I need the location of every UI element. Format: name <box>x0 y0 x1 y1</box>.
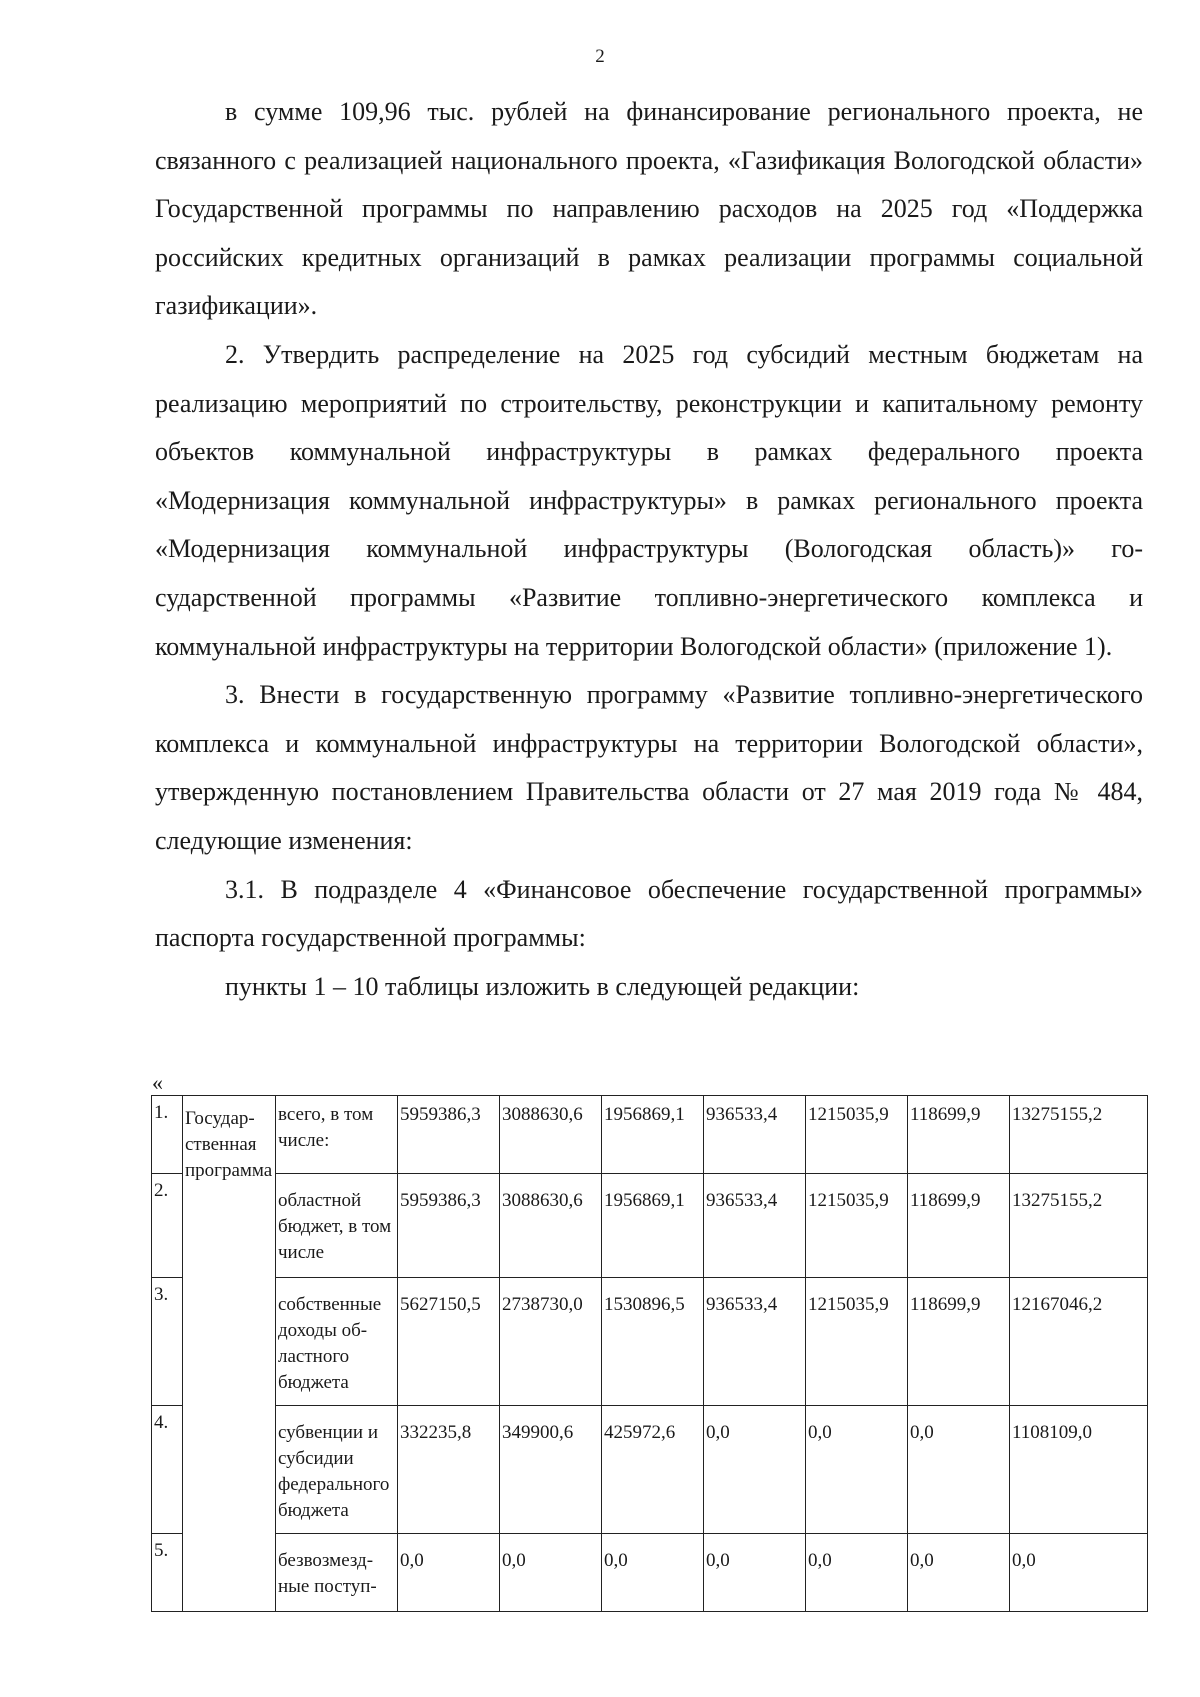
table-cell: 0,0 <box>398 1534 500 1612</box>
row-number: 5. <box>152 1534 183 1612</box>
table-cell: 3088630,6 <box>500 1096 602 1174</box>
table-row <box>152 1174 1148 1278</box>
table-cell: 0,0 <box>704 1406 806 1534</box>
table-row <box>152 1278 1148 1406</box>
table-cell: 13275155,2 <box>1010 1174 1148 1278</box>
opening-quote-mark: « <box>152 1070 163 1095</box>
table-cell: 13275155,2 <box>1010 1096 1148 1174</box>
document-body <box>155 88 1143 1011</box>
row-category: безвозмездные поступ- <box>276 1534 398 1612</box>
table-row <box>152 1406 1148 1534</box>
table-cell: 936533,4 <box>704 1096 806 1174</box>
table-row <box>152 1534 1148 1612</box>
table-cell: 1108109,0 <box>1010 1406 1148 1534</box>
paragraph-2: 2. Утвердить распределение на 2025 год субсидий местным бюджетам на реализацию мероприятий по строительству, реконструкции и капитальному ремонту объектов коммунальной инфраструктуры в рамках федерального проекта «Модернизация коммунальной инфраструктуры» в рамках регионального проекта «Модернизация коммунальной инфраструктуры (Вологодская область)» государственной программы «Развитие топливно-энергетического комплекса и коммунальной инфраструктуры на территории Вологодской области» (приложение 1). <box>155 339 1143 661</box>
table-cell: 1956869,1 <box>602 1096 704 1174</box>
table-cell: 5959386,3 <box>398 1174 500 1278</box>
table-cell: 5627150,5 <box>398 1278 500 1406</box>
table-cell: 118699,9 <box>908 1174 1010 1278</box>
paragraph-3: 3. Внести в государственную программу «Развитие топливно-энергетического комплекса и коммунальной инфраструктуры на территории Вологодской области», утвержденную постановлением Правительства области от 27 мая 2019 года № 484, следующие изменения: <box>155 680 1143 855</box>
table-cell: 2738730,0 <box>500 1278 602 1406</box>
table-cell: 3088630,6 <box>500 1174 602 1278</box>
row-number: 4. <box>152 1406 183 1534</box>
table-cell: 0,0 <box>602 1534 704 1612</box>
table-cell: 0,0 <box>806 1534 908 1612</box>
row-category: всего, в том числе: <box>276 1096 398 1174</box>
row-category: собственные доходы областного бюджета <box>276 1278 398 1406</box>
table-cell: 0,0 <box>806 1406 908 1534</box>
paragraph-5: пункты 1 – 10 таблицы изложить в следующей редакции: <box>225 971 860 1001</box>
table-cell: 332235,8 <box>398 1406 500 1534</box>
table-cell: 936533,4 <box>704 1174 806 1278</box>
page-number: 2 <box>595 46 605 67</box>
table-cell: 1956869,1 <box>602 1174 704 1278</box>
table-cell: 1215035,9 <box>806 1174 908 1278</box>
table-cell: 0,0 <box>704 1534 806 1612</box>
paragraph-4: 3.1. В подразделе 4 «Финансовое обеспечение государственной программы» паспорта государственной программы: <box>155 874 1143 953</box>
table-cell: 1215035,9 <box>806 1278 908 1406</box>
table-cell: 936533,4 <box>704 1278 806 1406</box>
table-cell: 5959386,3 <box>398 1096 500 1174</box>
financing-table <box>151 1095 1148 1612</box>
row-category: областной бюджет, в том числе <box>276 1174 398 1278</box>
row-category: субвенции и субсидии федерального бюджета <box>276 1406 398 1534</box>
table-cell: 118699,9 <box>908 1278 1010 1406</box>
table-cell: 0,0 <box>908 1534 1010 1612</box>
table-cell: 349900,6 <box>500 1406 602 1534</box>
table-row <box>152 1096 1148 1174</box>
table-cell: 1530896,5 <box>602 1278 704 1406</box>
table-cell: 0,0 <box>500 1534 602 1612</box>
table-cell: 0,0 <box>1010 1534 1148 1612</box>
row-number: 1. <box>152 1096 183 1174</box>
table-cell: 1215035,9 <box>806 1096 908 1174</box>
row-number: 2. <box>152 1174 183 1278</box>
row-number: 3. <box>152 1278 183 1406</box>
table-cell: 12167046,2 <box>1010 1278 1148 1406</box>
table-cell: 425972,6 <box>602 1406 704 1534</box>
table-cell: 0,0 <box>908 1406 1010 1534</box>
program-label: Государственная программа <box>183 1096 276 1612</box>
table-cell: 118699,9 <box>908 1096 1010 1174</box>
paragraph-1: в сумме 109,96 тыс. рублей на финансирование регионального проекта, не связанного с реализацией национального проекта, «Газификация Вологодской области» Государственной программы по направлению расходов на 2025 год «Поддержка российских кредитных организаций в рамках реализации программы социальной газификации». <box>155 97 1143 321</box>
